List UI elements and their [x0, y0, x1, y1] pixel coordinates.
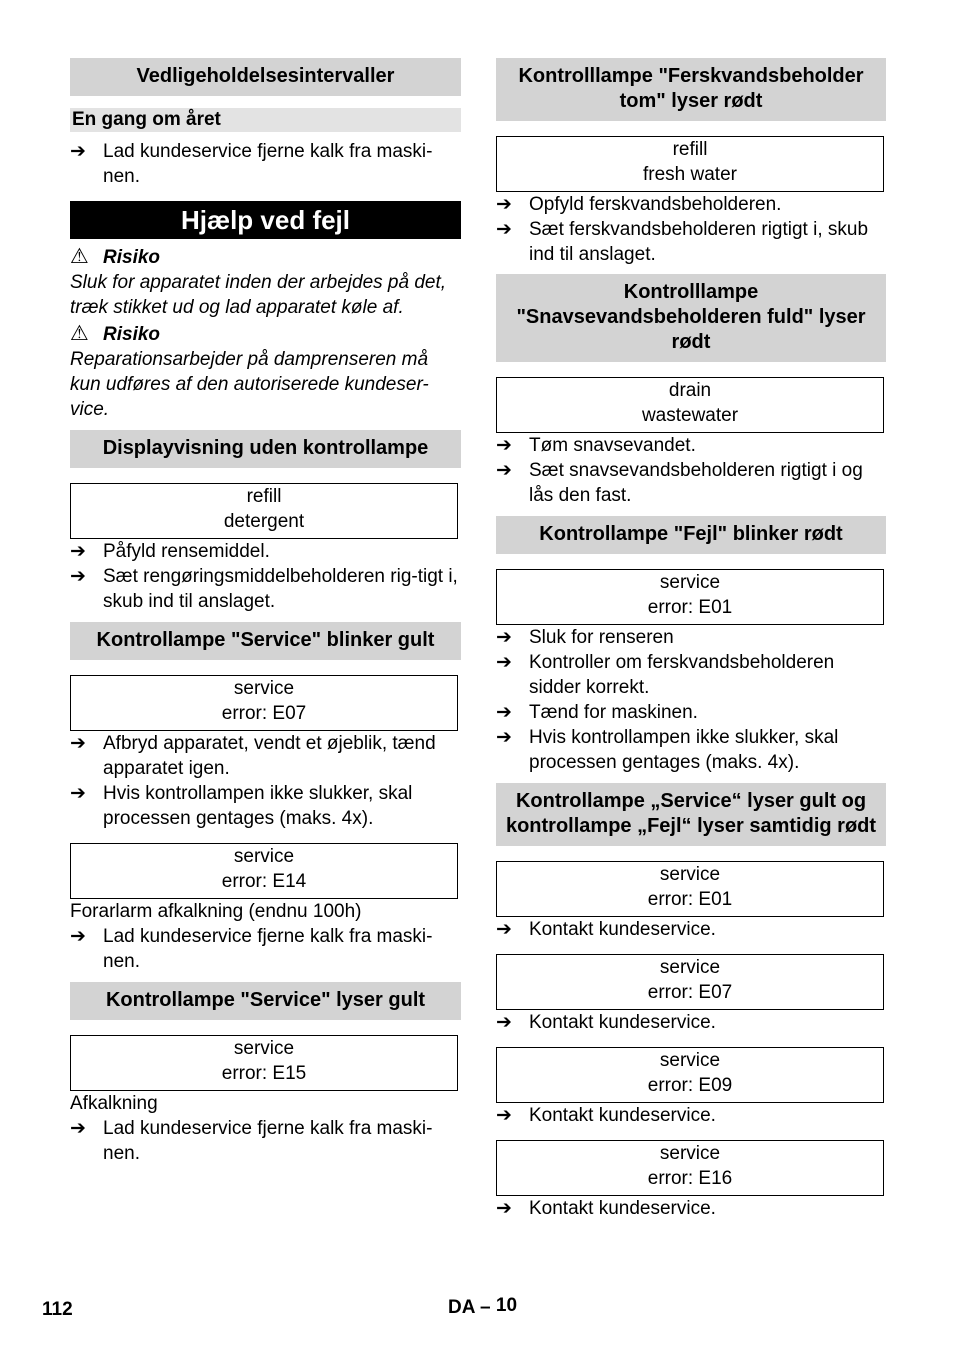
- list-item: ➔ Hvis kontrollampen ikke slukker, skal processen gentages (maks. 4x).: [70, 783, 413, 829]
- page-title: Hjælp ved fejl: [70, 201, 461, 239]
- page-number: 112: [42, 1299, 73, 1320]
- section-heading: Kontrollampe "Fejl" blinker rødt: [496, 516, 886, 554]
- list-item: ➔ Opfyld ferskvandsbeholderen.: [496, 194, 782, 215]
- risk-label: ⚠ Risiko: [70, 322, 161, 345]
- arrow-right-icon: ➔: [70, 783, 86, 804]
- arrow-right-icon: ➔: [496, 435, 512, 456]
- display-box: refill fresh water: [496, 136, 884, 192]
- arrow-right-icon: ➔: [70, 1118, 86, 1139]
- arrow-right-icon: ➔: [496, 194, 512, 215]
- list-item: ➔ Kontakt kundeservice.: [496, 1198, 716, 1219]
- list-item: ➔ Tøm snavsevandet.: [496, 435, 696, 456]
- arrow-right-icon: ➔: [70, 141, 86, 162]
- list-item: ➔ Lad kundeservice fjerne kalk fra maski-nen.: [70, 926, 433, 972]
- yearly-heading: En gang om året: [70, 108, 461, 132]
- arrow-right-icon: ➔: [496, 1198, 512, 1219]
- display-box: service error: E01: [496, 861, 884, 917]
- list-item: ➔ Kontroller om ferskvandsbeholderen sidder korrekt.: [496, 652, 835, 698]
- section-heading: Kontrolllampe "Snavsevandsbeholderen fuld" lyser rødt: [496, 274, 886, 362]
- arrow-right-icon: ➔: [496, 652, 512, 673]
- section-heading: Kontrollampe "Service" lyser gult: [70, 982, 461, 1020]
- list-item: ➔ Sæt ferskvandsbeholderen rigtigt i, skub ind til anslaget.: [496, 219, 869, 265]
- display-box: service error: E07: [70, 675, 458, 731]
- arrow-right-icon: ➔: [70, 733, 86, 754]
- arrow-right-icon: ➔: [496, 460, 512, 481]
- arrow-right-icon: ➔: [496, 1105, 512, 1126]
- section-heading: Kontrollampe "Service" blinker gult: [70, 622, 461, 660]
- left-column: [70, 58, 461, 1166]
- arrow-right-icon: ➔: [496, 702, 512, 723]
- warning-triangle-icon: ⚠: [70, 322, 89, 345]
- arrow-right-icon: ➔: [70, 541, 86, 562]
- list-item: ➔ Lad kundeservice fjerne kalk fra maski- nen.: [70, 141, 433, 187]
- arrow-right-icon: ➔: [70, 566, 86, 587]
- list-item: ➔ Kontakt kundeservice.: [496, 1105, 716, 1126]
- list-item: ➔ Hvis kontrollampen ikke slukker, skal processen gentages (maks. 4x).: [496, 727, 839, 773]
- display-box: service error: E14: [70, 843, 458, 899]
- list-item: ➔ Sæt snavsevandsbeholderen rigtigt i og lås den fast.: [496, 460, 863, 506]
- display-box: service error: E01: [496, 569, 884, 625]
- section-heading: Kontrollampe „Service“ lyser gult og kontrollampe „Fejl“ lyser samtidig rødt: [496, 783, 886, 846]
- arrow-right-icon: ➔: [496, 727, 512, 748]
- right-column: [496, 58, 886, 1221]
- list-item: ➔ Lad kundeservice fjerne kalk fra maski-nen.: [70, 1118, 433, 1164]
- list-item: ➔ Kontakt kundeservice.: [496, 919, 716, 940]
- note-text: Afkalkning: [70, 1093, 158, 1114]
- display-box: service error: E07: [496, 954, 884, 1010]
- section-heading: Kontrolllampe "Ferskvandsbeholder tom" lyser rødt: [496, 58, 886, 121]
- display-box: drain wastewater: [496, 377, 884, 433]
- arrow-right-icon: ➔: [496, 919, 512, 940]
- arrow-right-icon: ➔: [496, 627, 512, 648]
- arrow-right-icon: ➔: [496, 1012, 512, 1033]
- display-box: refill detergent: [70, 483, 458, 539]
- display-box: service error: E16: [496, 1140, 884, 1196]
- arrow-right-icon: ➔: [496, 219, 512, 240]
- list-item: ➔ Kontakt kundeservice.: [496, 1012, 716, 1033]
- section-page-indicator: DA – 10: [448, 1295, 518, 1318]
- risk-text: Sluk for apparatet inden der arbejdes på det, træk stikket ud og lad apparatet køle af.: [70, 272, 447, 318]
- risk-label: ⚠ Risiko: [70, 245, 161, 268]
- warning-triangle-icon: ⚠: [70, 245, 89, 268]
- arrow-right-icon: ➔: [70, 926, 86, 947]
- display-box: service error: E15: [70, 1035, 458, 1091]
- note-text: Forarlarm afkalkning (endnu 100h): [70, 901, 362, 922]
- maintenance-heading: Vedligeholdelsesintervaller: [70, 58, 461, 96]
- display-box: service error: E09: [496, 1047, 884, 1103]
- risk-text: Reparationsarbejder på damprenseren må kun udføres af den autoriserede kundeser-vice.: [70, 349, 429, 420]
- section-heading: Displayvisning uden kontrollampe: [70, 430, 461, 468]
- list-item: ➔ Sluk for renseren: [496, 627, 674, 648]
- list-item: ➔ Påfyld rensemiddel.: [70, 541, 270, 562]
- list-item: ➔ Afbryd apparatet, vendt et øjeblik, tænd apparatet igen.: [70, 733, 436, 779]
- list-item: ➔ Tænd for maskinen.: [496, 702, 698, 723]
- list-item: ➔ Sæt rengøringsmiddelbeholderen rig-tigt i, skub ind til anslaget.: [70, 566, 458, 612]
